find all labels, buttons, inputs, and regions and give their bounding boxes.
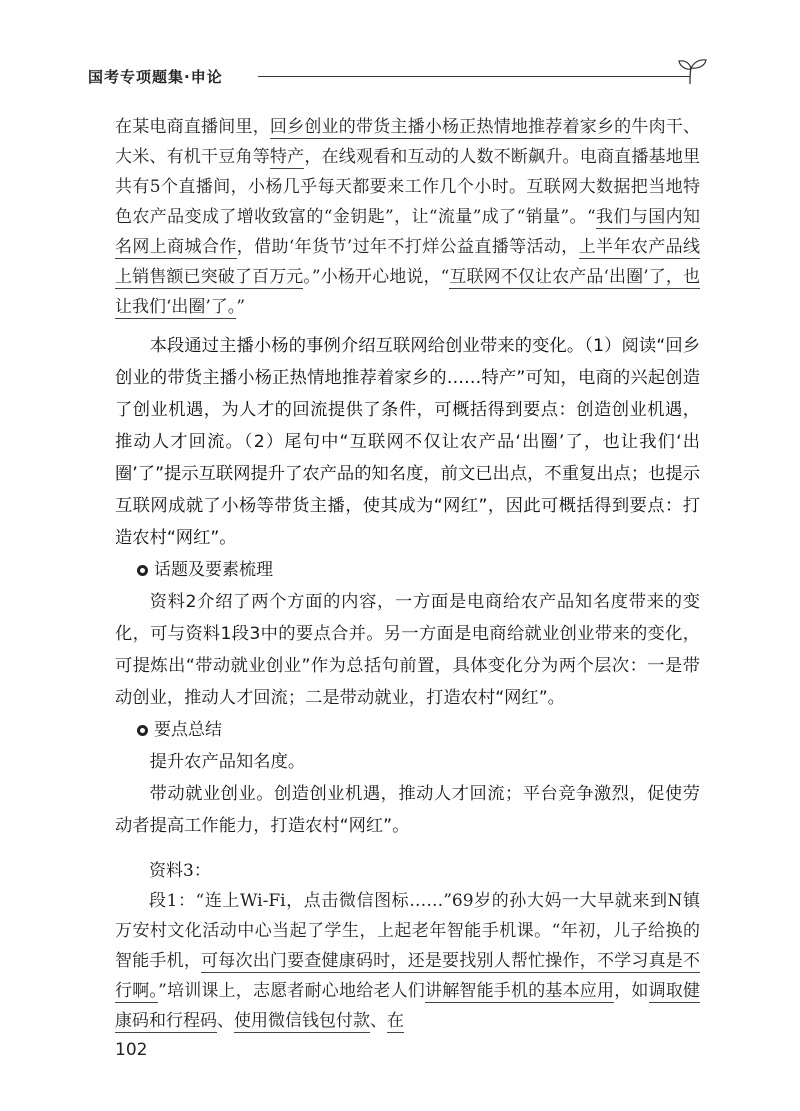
underlined-text: 特产	[269, 147, 305, 167]
page-number: 102	[115, 1040, 148, 1060]
bullet-icon	[137, 565, 148, 576]
analysis-paragraph: 本段通过主播小杨的事例介绍互联网给创业带来的变化。（1）阅读“回乡创业的带货主播小杨正热情地推荐着家乡的……特产”可知，电商的兴起创造了创业机遇，为人才的回流提供了条件，可概括得到要点：创造创业机遇，推动人才回流。（2）尾句中“互联网不仅让农产品‘出圈’了，也让我们‘出圈’了”提示互联网提升了农产品的知名度，前文已出点，不重复出点；也提示互联网成就了小杨等带货主播，使其成为“网红”，因此可概括得到要点：打造农村“网红”。	[115, 336, 700, 548]
underlined-text: 回乡创业的带货主播小杨正热情地推荐着家乡的	[269, 117, 632, 137]
summary-point-2: 带动就业创业。创造创业机遇，推动人才回流；平台竞争激烈，促使劳动者提高工作能力，打造农村“网红”。	[115, 784, 700, 836]
underlined-text: 讲解智能手机的基本应用	[425, 981, 615, 1001]
material-paragraph: 在某电商直播间里，回乡创业的带货主播小杨正热情地推荐着家乡的牛肉干、大米、有机干豆角等特产，在线观看和互动的人数不断飙升。电商直播基地里共有5个直播间，小杨几乎每天都要来工作几个小时。互联网大数据把当地特色农产品变成了增收致富的“金钥匙”，让“流量”成了“销量”。“我们与国内知名网上商城合作，借助‘年货节’过年不打烊公益直播等活动，上半年农产品线上销售额已突破了百万元。”小杨开心地说，“互联网不仅让农产品‘出圈’了，也让我们‘出圈’了。”	[115, 117, 701, 317]
underlined-text: 我们与国内知名网上商城合作	[115, 207, 701, 257]
page-header	[88, 58, 708, 98]
material-3-label: 资料3：	[149, 861, 211, 881]
summary-point-1: 提升农产品知名度。	[149, 752, 306, 772]
underlined-text: 调取健康码和行程码	[115, 981, 701, 1031]
section-heading-summary: 要点总结	[115, 714, 700, 746]
underlined-text: 可每次出门要查健康码时，还是要找别人帮忙操作，不学习真是不行啊。	[115, 951, 701, 1001]
underlined-text: 使用微信钱包付款	[234, 1011, 370, 1031]
material-3-paragraph: 段1：“连上Wi-Fi，点击微信图标……”69岁的孙大妈一大早就来到N镇万安村文化活动中心当起了学生，上起老年智能手机课。“年初，儿子给换的智能手机，可每次出门要查健康码时，还是要找别人帮忙操作，不学习真是不行啊。”培训课上，志愿者耐心地给老人们讲解智能手机的基本应用，如调取健康码和行程码、使用微信钱包付款、在	[115, 891, 701, 1031]
page-content	[115, 112, 700, 1036]
underlined-text: 互联网不仅让农产品‘出圈’了，也让我们‘出圈’了。	[115, 267, 700, 317]
topics-paragraph: 资料2介绍了两个方面的内容，一方面是电商给农产品知名度带来的变化，可与资料1段3中的要点合并。另一方面是电商给就业创业带来的变化，可提炼出“带动就业创业”作为总括句前置，具体变化分为两个层次：一是带动创业，推动人才回流；二是带动就业，打造农村“网红”。	[115, 592, 700, 708]
header-title: 国考专项题集·申论	[88, 68, 223, 86]
bullet-icon	[137, 725, 148, 736]
header-rule	[258, 76, 690, 77]
underlined-text: 在	[387, 1011, 404, 1031]
sprout-icon	[676, 58, 708, 84]
underlined-text: 上半年农产品线上销售额已突破了百万元	[115, 237, 700, 287]
section-heading-topics: 话题及要素梳理	[115, 554, 700, 586]
